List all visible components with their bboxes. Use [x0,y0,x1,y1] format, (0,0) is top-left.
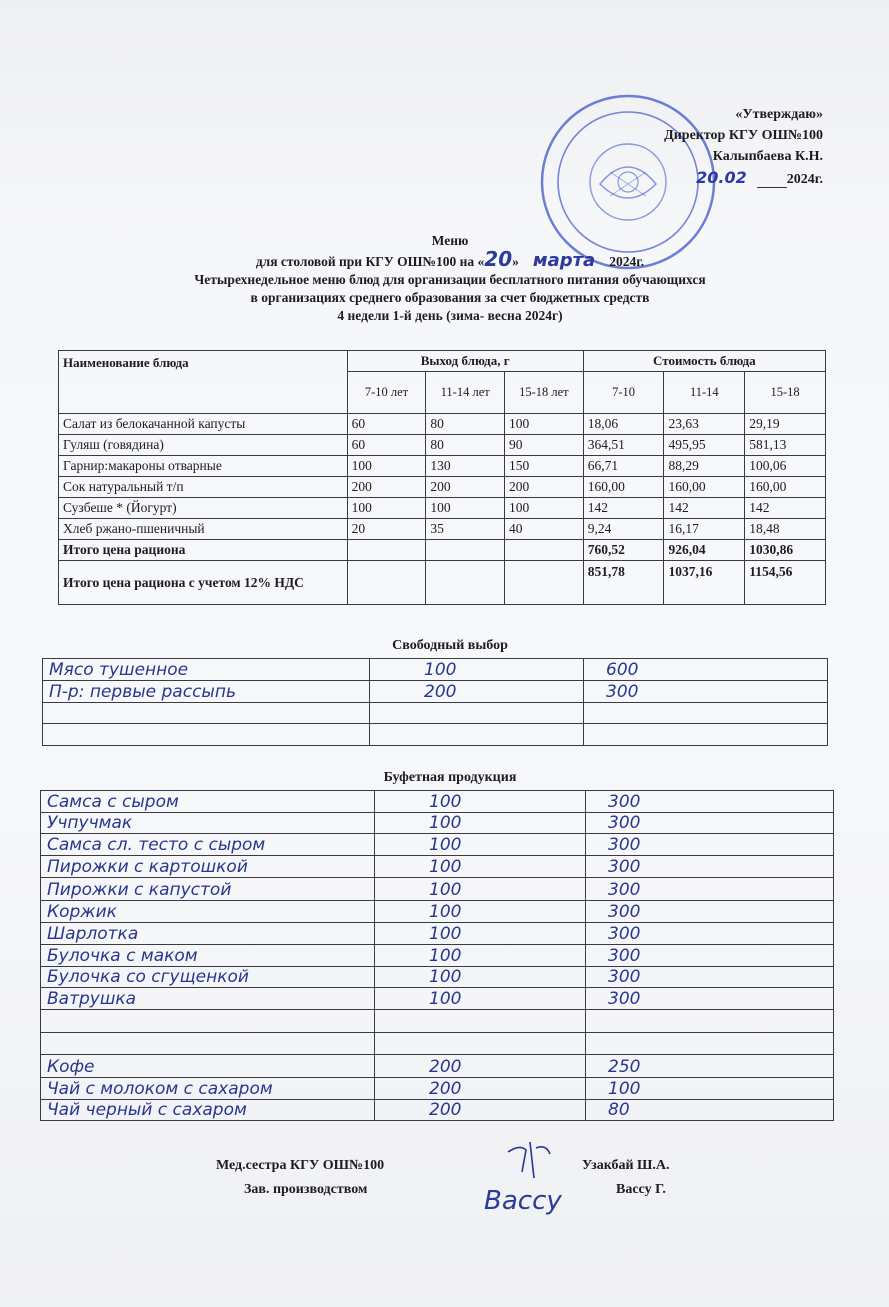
chef-signature: Вассу [484,1186,562,1216]
free_choice-price-cell [584,681,828,702]
buffet-row [41,834,834,856]
buffet-price: 300 [608,857,641,877]
buffet-name: Шарлотка [47,924,139,944]
free_choice-row [43,681,828,703]
free_choice-row [43,659,828,681]
buffet-weight-cell [375,967,586,987]
buffet-row [41,813,834,834]
output-7-10: 60 [347,435,426,456]
output-7-10: 100 [347,498,426,519]
col-header-output: Выход блюда, г [347,351,583,372]
cost-15-18: 100,06 [745,456,826,477]
output-15-18: 200 [505,477,584,498]
buffet-price: 300 [608,792,641,812]
free_choice-weight-cell [370,703,584,723]
buffet-price-cell [586,1010,834,1032]
buffet-price-cell [586,967,834,987]
age-output-1: 7-10 лет [347,372,426,414]
cost-11-14: 16,17 [664,519,745,540]
total-vat-cost-3: 1154,56 [745,561,826,605]
buffet-weight: 100 [429,835,462,855]
buffet-name-cell [41,1033,375,1054]
buffet-name-cell [41,834,375,855]
buffet-weight: 100 [429,880,462,900]
buffet-name-cell [41,791,375,812]
dish-name: Гарнир:макароны отварные [59,456,348,477]
output-11-14: 80 [426,414,505,435]
buffet-price: 300 [608,924,641,944]
buffet-price-cell [586,1078,834,1099]
menu-row [59,456,826,477]
output-11-14: 35 [426,519,505,540]
chef-name: Вассу Г. [616,1182,666,1197]
approval-date-line [664,167,823,190]
buffet-price-cell [586,813,834,833]
menu-row [59,477,826,498]
buffet-row [41,967,834,988]
menu-subtitle-3: 4 недели 1-й день (зима- весна 2024г) [337,308,563,323]
free_choice-name-cell [43,724,370,745]
approval-position: Директор КГУ ОШ№100 [664,128,823,143]
output-7-10: 20 [347,519,426,540]
cost-15-18: 142 [745,498,826,519]
buffet-price-cell [586,878,834,900]
free_choice-row [43,703,828,724]
buffet-price: 300 [608,946,641,966]
menu-date-prefix: для столовой при КГУ ОШ№100 на « [255,254,485,269]
buffet-weight-cell [375,791,586,812]
menu-date-line [60,247,840,271]
buffet-weight-cell [375,1100,586,1120]
cost-15-18: 160,00 [745,477,826,498]
free_choice-weight: 100 [424,660,457,680]
free_choice-price: 600 [606,660,639,680]
dish-name: Хлеб ржано-пшеничный [59,519,348,540]
buffet-price-cell [586,791,834,812]
buffet-name: Самса сл. тесто с сыром [47,835,266,855]
dish-name: Салат из белокачанной капусты [59,414,348,435]
buffet-price-cell [586,988,834,1009]
nurse-name: Узакбай Ш.А. [582,1158,670,1173]
buffet-row [41,1100,834,1121]
free_choice-price-cell [584,659,828,680]
col-header-name: Наименование блюда [59,351,348,414]
output-7-10: 200 [347,477,426,498]
cost-7-10: 364,51 [583,435,664,456]
total-vat-cost-2: 1037,16 [664,561,745,605]
buffet-weight: 100 [429,967,462,987]
output-15-18: 150 [505,456,584,477]
buffet-weight-cell [375,1078,586,1099]
output-15-18: 40 [505,519,584,540]
buffet-name: Коржик [47,902,117,922]
output-11-14: 200 [426,477,505,498]
cost-15-18: 581,13 [745,435,826,456]
output-11-14: 80 [426,435,505,456]
buffet-weight-cell [375,923,586,944]
free_choice-price: 300 [606,682,639,702]
buffet-price-cell [586,1100,834,1120]
buffet-row [41,856,834,878]
buffet-name-cell [41,856,375,877]
menu-subtitle-1: Четырехнедельное меню блюд для организации бесплатного питания обучающихся [194,272,706,287]
cost-15-18: 29,19 [745,414,826,435]
menu-row [59,519,826,540]
cost-11-14: 142 [664,498,745,519]
buffet-name-cell [41,901,375,922]
buffet-name: Булочка со сгущенкой [47,967,249,987]
dish-name: Гуляш (говядина) [59,435,348,456]
buffet-name: Кофе [47,1057,95,1077]
buffet-price-cell [586,1033,834,1054]
buffet-price: 300 [608,835,641,855]
free_choice-weight-cell [370,681,584,702]
buffet-name-cell [41,1100,375,1120]
buffet-weight-cell [375,1033,586,1054]
buffet-row [41,901,834,923]
buffet-name: Чай черный с сахаром [47,1100,247,1120]
buffet-price-cell [586,856,834,877]
buffet-weight: 100 [429,792,462,812]
buffet-weight: 200 [429,1079,462,1099]
free_choice-weight: 200 [424,682,457,702]
total-label: Итого цена рациона [59,540,348,561]
free_choice-name: Мясо тушенное [49,660,189,680]
buffet-name-cell [41,988,375,1009]
cost-15-18: 18,48 [745,519,826,540]
output-15-18: 100 [505,414,584,435]
buffet-name-cell [41,1010,375,1032]
free_choice-name-cell [43,681,370,702]
buffet-name-cell [41,1055,375,1077]
buffet-weight: 200 [429,1057,462,1077]
buffet-weight: 200 [429,1100,462,1120]
buffet-price: 300 [608,880,641,900]
buffet-row [41,923,834,945]
free_choice-weight-cell [370,659,584,680]
buffet-weight: 100 [429,813,462,833]
buffet-name-cell [41,945,375,966]
output-11-14: 100 [426,498,505,519]
menu-date-day: 20 [484,247,513,271]
dish-name: Сузбеше * (Йогурт) [59,498,348,519]
buffet-price-cell [586,1055,834,1077]
cost-7-10: 9,24 [583,519,664,540]
buffet-weight: 100 [429,946,462,966]
total-cost-1: 760,52 [583,540,664,561]
chef-role: Зав. производством [244,1182,368,1197]
buffet-row [41,1055,834,1078]
buffet-weight: 100 [429,989,462,1009]
buffet-weight: 100 [429,857,462,877]
buffet-weight-cell [375,878,586,900]
buffet-price: 300 [608,813,641,833]
buffet-name-cell [41,967,375,987]
age-cost-1: 7-10 [583,372,664,414]
buffet-price-cell [586,923,834,944]
menu-table [58,350,826,605]
buffet-name-cell [41,878,375,900]
buffet-name: Самса с сыром [47,792,179,812]
cost-7-10: 18,06 [583,414,664,435]
age-cost-3: 15-18 [745,372,826,414]
dish-name: Сок натуральный т/п [59,477,348,498]
buffet-row [41,1078,834,1100]
approval-director-name: Калыпбаева К.Н. [712,149,823,164]
approval-handwritten-date: 20.02 [696,168,747,187]
buffet-name-cell [41,813,375,833]
cost-7-10: 142 [583,498,664,519]
free_choice-row [43,724,828,746]
output-15-18: 100 [505,498,584,519]
age-cost-2: 11-14 [664,372,745,414]
buffet-table [40,790,834,1121]
buffet-row [41,945,834,967]
col-header-cost: Стоимость блюда [583,351,825,372]
buffet-weight-cell [375,1055,586,1077]
buffet-price: 80 [608,1100,630,1120]
buffet-name: Ватрушка [47,989,137,1009]
age-output-3: 15-18 лет [505,372,584,414]
buffet-row [41,791,834,813]
output-11-14: 130 [426,456,505,477]
buffet-name-cell [41,1078,375,1099]
buffet-name: Чай с молоком с сахаром [47,1079,273,1099]
buffet-weight-cell [375,813,586,833]
total-vat-label: Итого цена рациона с учетом 12% НДС [59,561,348,605]
buffet-weight-cell [375,1010,586,1032]
buffet-title: Буфетная продукция [383,770,517,785]
cost-7-10: 160,00 [583,477,664,498]
total-cost-3: 1030,86 [745,540,826,561]
free-choice-title: Свободный выбор [392,638,508,653]
menu-row [59,414,826,435]
output-7-10: 100 [347,456,426,477]
menu-date-month: марта [532,250,596,271]
free_choice-weight-cell [370,724,584,745]
menu-title-block [60,232,840,325]
free_choice-name-cell [43,659,370,680]
buffet-row [41,1033,834,1055]
approval-year: 2024г. [786,172,823,187]
buffet-weight-cell [375,945,586,966]
total-cost-2: 926,04 [664,540,745,561]
total-vat-cost-1: 851,78 [583,561,664,605]
free_choice-price-cell [584,703,828,723]
free-choice-table [42,658,828,746]
menu-date-year: 2024г. [609,254,645,269]
buffet-name: Учпучмак [47,813,133,833]
buffet-price: 100 [608,1079,641,1099]
buffet-price-cell [586,901,834,922]
menu-date-mid: » [512,254,519,269]
free_choice-price-cell [584,724,828,745]
approval-heading: «Утверждаю» [735,107,823,122]
buffet-price: 300 [608,902,641,922]
buffet-weight-cell [375,856,586,877]
buffet-weight-cell [375,988,586,1009]
menu-title: Меню [431,233,469,248]
age-output-2: 11-14 лет [426,372,505,414]
buffet-price: 300 [608,989,641,1009]
cost-11-14: 160,00 [664,477,745,498]
menu-row [59,498,826,519]
nurse-signature [500,1134,560,1184]
buffet-price: 250 [608,1057,641,1077]
buffet-name-cell [41,923,375,944]
output-7-10: 60 [347,414,426,435]
cost-11-14: 495,95 [664,435,745,456]
buffet-price-cell [586,834,834,855]
buffet-name: Пирожки с картошкой [47,857,248,877]
buffet-weight-cell [375,901,586,922]
nurse-role: Мед.сестра КГУ ОШ№100 [216,1158,385,1173]
buffet-row [41,988,834,1010]
buffet-price-cell [586,945,834,966]
free_choice-name-cell [43,703,370,723]
menu-subtitle-2: в организациях среднего образования за счет бюджетных средств [250,290,650,305]
cost-7-10: 66,71 [583,456,664,477]
buffet-weight-cell [375,834,586,855]
buffet-row [41,1010,834,1033]
approval-block [664,104,823,190]
free_choice-name: П-р: первые рассыпь [49,682,236,702]
output-15-18: 90 [505,435,584,456]
buffet-weight: 100 [429,924,462,944]
cost-11-14: 23,63 [664,414,745,435]
menu-row [59,435,826,456]
buffet-price: 300 [608,967,641,987]
buffet-row [41,878,834,901]
buffet-weight: 100 [429,902,462,922]
buffet-name: Булочка с маком [47,946,198,966]
buffet-name: Пирожки с капустой [47,880,232,900]
cost-11-14: 88,29 [664,456,745,477]
